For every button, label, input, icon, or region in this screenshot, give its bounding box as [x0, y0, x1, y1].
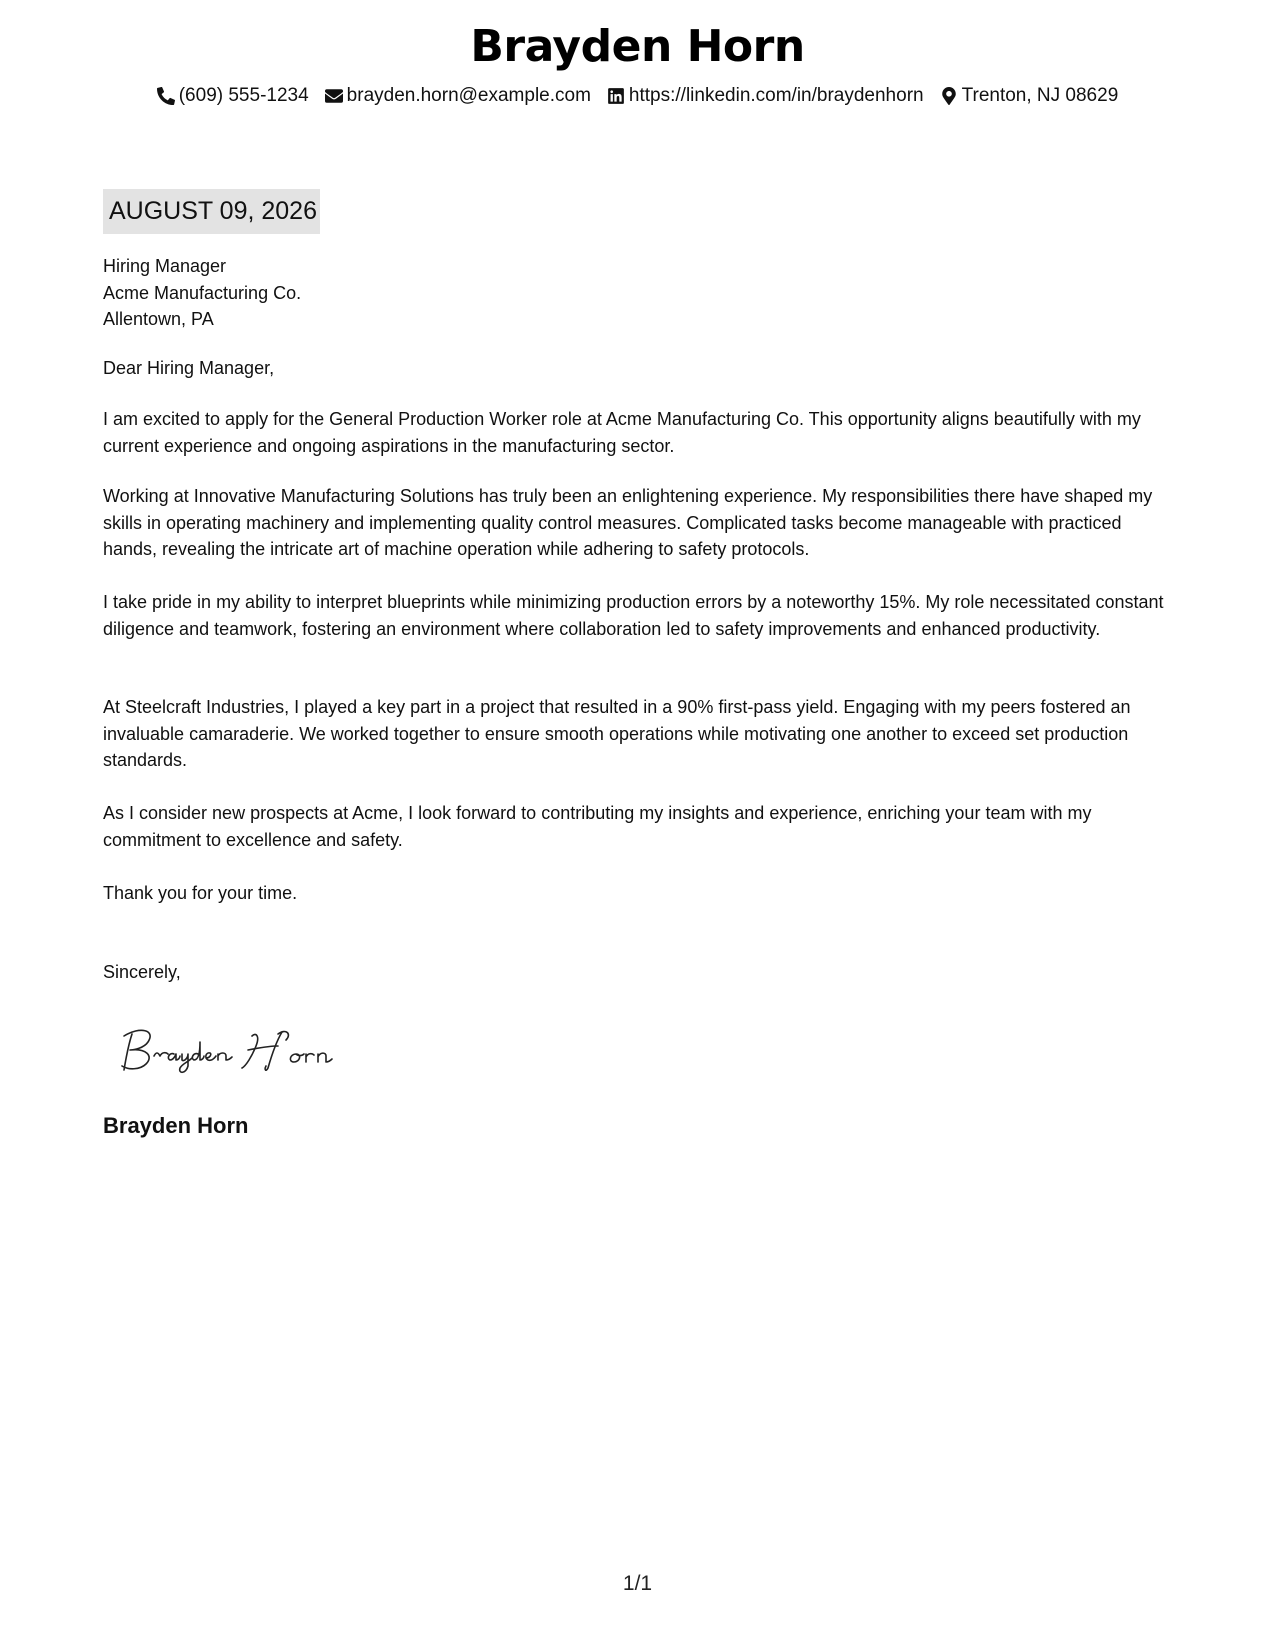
body-paragraph: I take pride in my ability to interpret blueprints while minimizing production errors by a noteworthy 15%. My role necessitated constant diligence and teamwork, fostering an environment where collaboration led to safety improvements and enhanced productivity.: [103, 592, 1164, 639]
letter-header: [0, 18, 1275, 108]
handwritten-signature: [118, 1022, 358, 1078]
body-paragraph: At Steelcraft Industries, I played a key part in a project that resulted in a 90% first-pass yield. Engaging with my peers fostered an invaluable camaraderie. We worked together to ensure smooth operations while motivating one another to exceed set production standards.: [103, 697, 1131, 770]
location-text: Trenton, NJ 08629: [961, 85, 1119, 106]
body-paragraph: Working at Innovative Manufacturing Solutions has truly been an enlightening experience. My responsibilities there have shaped my skills in operating machinery and implementing quality control measures. Complicated tasks become manageable with practiced hands, revealing the intricate art of machine operation while adhering to safety protocols.: [103, 486, 1153, 559]
map-pin-icon: [940, 87, 958, 105]
linkedin-text: https://linkedin.com/in/braydenhorn: [628, 85, 924, 106]
contact-linkedin: [607, 84, 924, 108]
contact-phone: [157, 84, 309, 108]
contact-info: [0, 84, 1275, 108]
phone-icon: [157, 87, 175, 105]
phone-text: (609) 555-1234: [178, 85, 309, 106]
body-paragraph: As I consider new prospects at Acme, I look forward to contributing my insights and experience, enriching your team with my commitment to excellence and safety.: [103, 803, 1092, 850]
closing: Sincerely,: [103, 962, 181, 982]
applicant-name: Brayden Horn: [470, 21, 805, 72]
email-text: brayden.horn@example.com: [346, 85, 591, 106]
thank-you-line: Thank you for your time.: [103, 883, 298, 903]
recipient-block: [103, 253, 301, 333]
linkedin-icon: [607, 87, 625, 105]
signed-name: Brayden Horn: [103, 1113, 249, 1138]
contact-location: [940, 84, 1119, 108]
recipient-title: Hiring Manager: [103, 256, 227, 276]
envelope-icon: [325, 87, 343, 105]
letter-date: AUGUST 09, 2026: [103, 189, 320, 234]
body-paragraph: I am excited to apply for the General Production Worker role at Acme Manufacturing Co. This opportunity aligns beautifully with my current experience and ongoing aspirations in the manufacturing sector.: [103, 409, 1141, 456]
salutation: Dear Hiring Manager,: [103, 358, 275, 378]
page-number: 1/1: [622, 1572, 653, 1595]
recipient-company: Acme Manufacturing Co.: [103, 282, 302, 303]
recipient-location: Allentown, PA: [103, 309, 214, 329]
contact-email: [325, 84, 591, 108]
